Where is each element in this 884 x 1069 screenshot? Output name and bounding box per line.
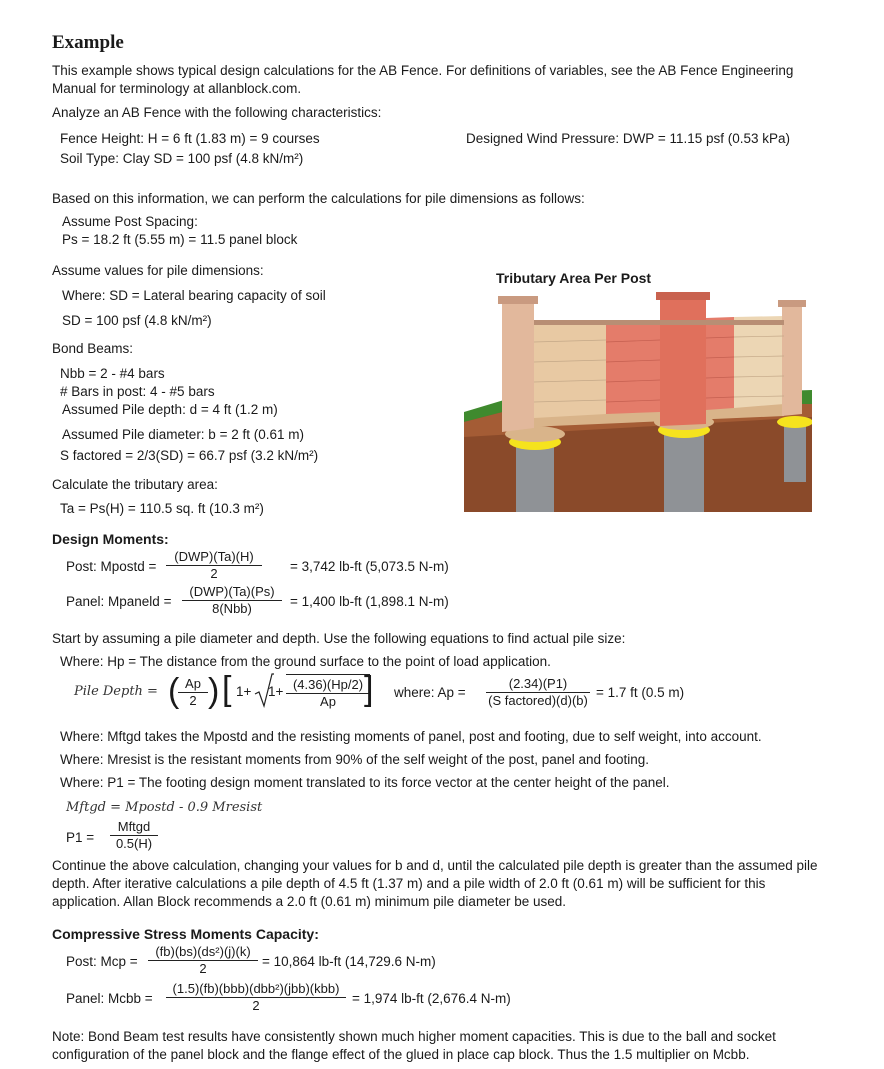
fence-height-line: Fence Height: H = 6 ft (1.83 m) = 9 courses <box>60 131 320 146</box>
ap-denominator: (S factored)(d)(b) <box>488 693 588 708</box>
intro-paragraph: This example shows typical design calculations for the AB Fence. For definitions of variables, see the AB Fence Engineering Manual for terminology at allanblock.com. <box>52 63 794 96</box>
mcp-label: Post: Mcp = <box>66 954 138 969</box>
post-moment-label: Post: Mpostd = <box>66 559 157 574</box>
nbb-line: Nbb = 2 - #4 bars <box>60 366 165 381</box>
mcp-result: = 10,864 lb-ft (14,729.6 N-m) <box>262 954 436 969</box>
figure-title: Tributary Area Per Post <box>496 270 652 286</box>
p1-fraction <box>110 819 158 852</box>
panel-left <box>534 322 606 418</box>
post-moment-result: = 3,742 lb-ft (5,073.5 N-m) <box>290 559 449 574</box>
tributary-panel-left <box>606 320 660 414</box>
start-by-text: Start by assuming a pile diameter and depth. Use the following equations to find actual pile size: <box>52 631 626 646</box>
post-moment-numerator: (DWP)(Ta)(H) <box>166 549 262 566</box>
sqrt-inner-numerator: (4.36)(Hp/2) <box>286 677 370 694</box>
post-spacing-label: Assume Post Spacing: <box>62 214 198 229</box>
mcp-numerator: (fb)(bs)(ds²)(j)(k) <box>148 944 258 961</box>
tributary-area-line: Ta = Ps(H) = 110.5 sq. ft (10.3 m²) <box>60 501 264 516</box>
p1-numerator: Mftgd <box>110 819 158 836</box>
ap-over-two-numerator: Ap <box>178 676 208 693</box>
post-center <box>660 296 706 426</box>
note-paragraph: Note: Bond Beam test results have consistently shown much higher moment capacities. This is due to the ball and socket configuration of the panel block and the flange effect of the glued in place cap block. Thus the 1.5 multiplier on Mcbb. <box>52 1029 776 1062</box>
panel-moment-label: Panel: Mpaneld = <box>66 594 172 609</box>
page-title: Example <box>52 32 124 53</box>
tributary-panel-right <box>706 317 734 410</box>
analyze-text: Analyze an AB Fence with the following characteristics: <box>52 105 382 120</box>
post-left <box>502 300 534 432</box>
mcp-denominator: 2 <box>199 961 207 976</box>
mcbb-denominator: 2 <box>252 998 260 1013</box>
ap-over-two-denominator: 2 <box>189 693 197 708</box>
panel-moment-fraction <box>182 584 282 617</box>
soil-type-line: Soil Type: Clay SD = 100 psf (4.8 kN/m²) <box>60 151 304 166</box>
continue-paragraph: Continue the above calculation, changing your values for b and d, until the calculated pile depth is greater than the assumed pile depth. After iterative calculations a pile depth of 4.5 ft (1.37 m) and a pile width of 2.0 ft (0.61 m) will be sufficient for this application. Allan Block recommends a 2.0 ft (0.61 m) minimum pile diameter be used. <box>52 858 818 909</box>
bond-beams-label: Bond Beams: <box>52 341 134 356</box>
post-right <box>782 304 802 416</box>
mftgd-equation: Mftgd = Mpostd - 0.9 Mresist <box>66 800 263 815</box>
mcbb-result: = 1,974 lb-ft (2,676.4 N-m) <box>352 991 511 1006</box>
mcbb-numerator: (1.5)(fb)(bbb)(dbb²)(jbb)(kbb) <box>166 981 346 998</box>
based-on-text: Based on this information, we can perform the calculations for pile dimensions as follows: <box>52 191 585 206</box>
pile-left <box>516 442 554 512</box>
sqrt-inner-fraction <box>286 674 370 710</box>
pile-center <box>664 430 704 512</box>
p1-denominator: 0.5(H) <box>115 836 153 851</box>
right-paren: ) <box>208 672 220 710</box>
calc-tributary-text: Calculate the tributary area: <box>52 477 218 492</box>
mcbb-fraction <box>166 981 346 1014</box>
where-mresist-line: Where: Mresist is the resistant moments from 90% of the self weight of the post, panel and footing. <box>60 752 650 767</box>
bars-in-post-line: # Bars in post: 4 - #5 bars <box>60 384 215 399</box>
post-moment-fraction <box>166 549 262 582</box>
compressive-heading: Compressive Stress Moments Capacity: <box>52 926 319 942</box>
panel-moment-numerator: (DWP)(Ta)(Ps) <box>182 584 282 601</box>
sd-value-line: SD = 100 psf (4.8 kN/m²) <box>62 313 212 328</box>
post-spacing-line: Ps = 18.2 ft (5.55 m) = 11.5 panel block <box>62 232 298 247</box>
design-moments-heading: Design Moments: <box>52 531 169 547</box>
where-hp-line: Where: Hp = The distance from the ground surface to the point of load application. <box>60 654 551 669</box>
ap-numerator: (2.34)(P1) <box>486 676 590 693</box>
ap-result: = 1.7 ft (0.5 m) <box>596 685 685 700</box>
mcbb-label: Panel: Mcbb = <box>66 991 153 1006</box>
where-sd-line: Where: SD = Lateral bearing capacity of soil <box>62 288 326 303</box>
fence-illustration <box>464 292 812 512</box>
pile-depth-label: Pile Depth = <box>74 684 158 699</box>
where-mftgd-line: Where: Mftgd takes the Mpostd and the resisting moments of panel, post and footing, due to self weight, into account. <box>60 729 762 744</box>
left-paren: ( <box>168 672 180 710</box>
post-moment-denominator: 2 <box>210 566 218 581</box>
where-p1-line: Where: P1 = The footing design moment translated to its force vector at the center height of the panel. <box>60 775 670 790</box>
panel-moment-result: = 1,400 lb-ft (1,898.1 N-m) <box>290 594 449 609</box>
pile-diameter-line: Assumed Pile diameter: b = 2 ft (0.61 m) <box>62 427 304 442</box>
pile-right <box>784 422 806 482</box>
p1-label: P1 = <box>66 830 95 845</box>
ap-fraction <box>486 676 590 709</box>
panel-moment-denominator: 8(Nbb) <box>212 601 252 616</box>
where-ap-label: where: Ap = <box>394 685 466 700</box>
left-bracket: [ <box>222 670 232 708</box>
right-bracket: ] <box>364 670 374 708</box>
assume-values-text: Assume values for pile dimensions: <box>52 263 264 278</box>
one-plus-text: 1+ <box>236 684 252 699</box>
s-factored-line: S factored = 2/3(SD) = 66.7 psf (3.2 kN/m²) <box>60 448 319 463</box>
panel-right <box>734 316 784 408</box>
mcp-fraction <box>148 944 258 977</box>
sqrt-inner-denominator: Ap <box>320 694 336 709</box>
ap-over-two-fraction <box>178 676 208 709</box>
wind-pressure-line: Designed Wind Pressure: DWP = 11.15 psf (0.53 kPa) <box>466 131 791 146</box>
pile-depth-line: Assumed Pile depth: d = 4 ft (1.2 m) <box>62 402 278 417</box>
sqrt-one-plus-text: 1+ <box>268 684 284 699</box>
